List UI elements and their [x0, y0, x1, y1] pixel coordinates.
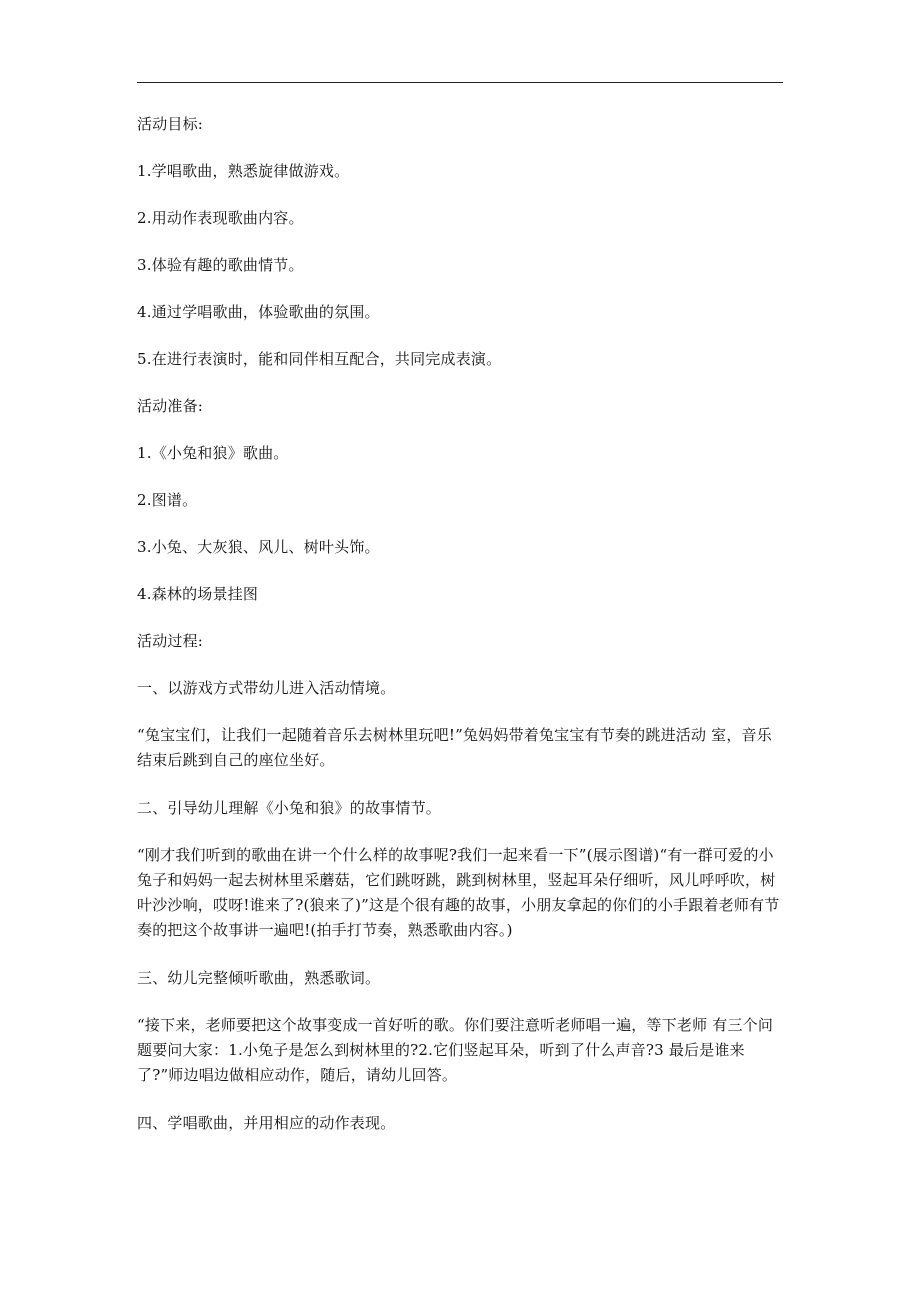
step-2-body: “刚才我们听到的歌曲在讲一个什么样的故事呢?我们一起来看一下”(展示图谱)“有一群可爱的小兔子和妈妈一起去树林里采蘑菇，它们跳呀跳，跳到树林里，竖起耳朵仔细听，风儿呼呼吹，树叶沙沙响，哎呀!谁来了?(狼来了)”这是个很有趣的故事，小朋友拿起的你们的小手跟着老师有节奏的把这个故事讲一遍吧!(拍手打节奏，熟悉歌曲内容。): [137, 846, 780, 939]
heading-preparation: 活动准备:: [137, 397, 204, 415]
header-rule: [137, 82, 783, 83]
step-1-body: “兔宝宝们，让我们一起随着音乐去树林里玩吧!”兔妈妈带着兔宝宝有节奏的跳进活动 室，音乐结束后跳到自己的座位坐好。: [137, 726, 772, 769]
step-1-title: 一、以游戏方式带幼儿进入活动情境。: [137, 679, 396, 697]
step-3-body: “接下来，老师要把这个故事变成一首好听的歌。你们要注意听老师唱一遍，等下老师 有三个问题要问大家：1.小兔子是怎么到树林里的?2.它们竖起耳朵，听到了什么声音?3 最后是谁来了?”师边唱边做相应动作，随后，请幼儿回答。: [137, 1016, 774, 1084]
prep-4: 4.森林的场景挂图: [137, 585, 259, 603]
step-3-title: 三、幼儿完整倾听歌曲，熟悉歌词。: [137, 969, 381, 987]
goal-5: 5.在进行表演时，能和同伴相互配合，共同完成表演。: [137, 350, 502, 368]
step-4-title: 四、学唱歌曲，并用相应的动作表现。: [137, 1114, 396, 1132]
prep-2: 2.图谱。: [137, 491, 198, 509]
prep-3: 3.小兔、大灰狼、风儿、树叶头饰。: [137, 538, 380, 556]
heading-goals: 活动目标:: [137, 115, 204, 133]
goal-4: 4.通过学唱歌曲，体验歌曲的氛围。: [137, 303, 380, 321]
goal-1: 1.学唱歌曲，熟悉旋律做游戏。: [137, 162, 350, 180]
goal-2: 2.用动作表现歌曲内容。: [137, 209, 304, 227]
goal-3: 3.体验有趣的歌曲情节。: [137, 256, 304, 274]
heading-process: 活动过程:: [137, 632, 204, 650]
prep-1: 1.《小兔和狼》歌曲。: [137, 444, 289, 462]
document-body: [137, 112, 785, 1158]
step-2-title: 二、引导幼儿理解《小兔和狼》的故事情节。: [137, 799, 442, 817]
